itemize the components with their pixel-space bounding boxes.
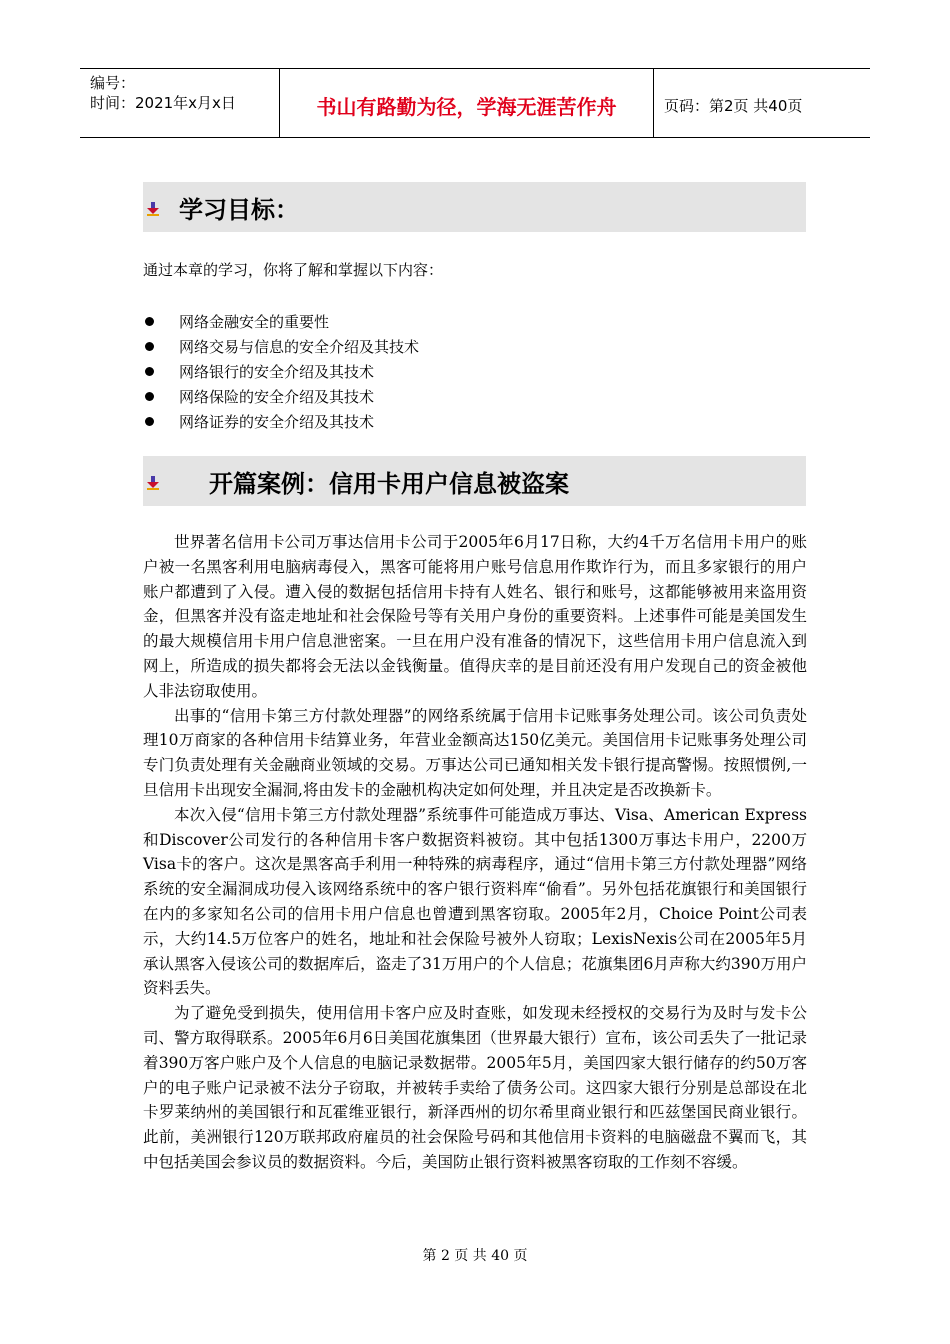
list-item: 网络交易与信息的安全介绍及其技术: [143, 334, 419, 359]
bullet-icon: [145, 417, 154, 426]
section-heading-case: [143, 456, 806, 506]
header-meta: [80, 69, 280, 137]
paragraph: 为了避免受到损失，使用信用卡客户应及时查账，如发现未经授权的交易行为及时与发卡公司、警方取得联系。2005年6月6日美国花旗集团（世界最大银行）宣布，该公司丢失了一批记录着390万客户账户及个人信息的电脑记录数据带。2005年5月，美国四家大银行储存的约50万客户的电子账户记录被不法分子窃取，并被转手卖给了债务公司。这四家大银行分别是总部设在北卡罗莱纳州的美国银行和瓦霍维亚银行，新泽西州的切尔希里商业银行和匹兹堡国民商业银行。此前，美洲银行120万联邦政府雇员的社会保险号码和其他信用卡资料的电脑磁盘不翼而飞，其中包括美国会参议员的数据资料。今后，美国防止银行资料被黑客窃取的工作刻不容缓。: [143, 1004, 807, 1171]
bullet-icon: [145, 342, 154, 351]
list-item: 网络保险的安全介绍及其技术: [143, 384, 419, 409]
paragraph: 出事的“信用卡第三方付款处理器”的网络系统属于信用卡记账事务处理公司。该公司负责处理10万商家的各种信用卡结算业务，年营业金额高达150亿美元。美国信用卡记账事务处理公司专门负责处理有关金融商业领域的交易。万事达公司已通知相关发卡银行提高警惕。按照惯例,一旦信用卡出现安全漏洞,将由发卡的金融机构决定如何处理，并且决定是否改换新卡。: [143, 706, 807, 799]
page-header: [80, 68, 870, 138]
header-motto: 书山有路勤为径，学海无涯苦作舟: [280, 69, 654, 137]
section-title: 学习目标：: [179, 195, 299, 224]
list-item: 网络证券的安全介绍及其技术: [143, 409, 419, 434]
list-item: 网络金融安全的重要性: [143, 309, 419, 334]
arrow-down-bullet-icon: [145, 202, 161, 216]
paragraph: 本次入侵“信用卡第三方付款处理器”系统事件可能造成万事达、Visa、American Express和Discover公司发行的各种信用卡客户数据资料被窃。其中包括1300万事达卡用户，2200万Visa卡的客户。这次是黑客高手利用一种特殊的病毒程序，通过“信用卡第三方付款处理器”网络系统的安全漏洞成功侵入该网络系统中的客户银行资料库“偷看”。另外包括花旗银行和美国银行在内的多家知名公司的信用卡用户信息也曾遭到黑客窃取。2005年2月，Choice Point公司表示，大约14.5万位客户的姓名，地址和社会保险号被外人窃取；LexisNexis公司在2005年5月承认黑客入侵该公司的数据库后，盗走了31万用户的个人信息；花旗集团6月声称大约390万用户资料丢失。: [143, 805, 807, 998]
page-footer: 第 2 页 共 40 页: [422, 1248, 528, 1264]
arrow-down-bullet-icon: [145, 476, 161, 490]
section-title: 开篇案例：信用卡用户信息被盗案: [209, 469, 569, 498]
list-item: 网络银行的安全介绍及其技术: [143, 359, 419, 384]
header-page-number: 页码：第2页 共40页: [664, 96, 803, 115]
intro-text: 通过本章的学习，你将了解和掌握以下内容：: [143, 261, 444, 279]
bullet-icon: [145, 367, 154, 376]
bullet-icon: [145, 317, 154, 326]
case-body: [143, 530, 807, 1175]
header-number: 编号：: [90, 74, 136, 92]
section-heading-objectives: [143, 182, 806, 232]
paragraph: 世界著名信用卡公司万事达信用卡公司于2005年6月17日称，大约4千万名信用卡用户的账户被一名黑客利用电脑病毒侵入，黑客可能将用户账号信息用作欺诈行为，而且多家银行的用户账户都遭到了入侵。遭入侵的数据包括信用卡持有人姓名、银行和账号，这都能够被用来盗用资金，但黑客并没有盗走地址和社会保险号等有关用户身份的重要资料。上述事件可能是美国发生的最大规模信用卡用户信息泄密案。一旦在用户没有准备的情况下，这些信用卡用户信息流入到网上，所造成的损失都将会无法以金钱衡量。值得庆幸的是目前还没有用户发现自己的资金被他人非法窃取使用。: [143, 533, 807, 700]
header-time: 时间：2021年x月x日: [90, 94, 236, 112]
objectives-list: [143, 309, 419, 434]
bullet-icon: [145, 392, 154, 401]
